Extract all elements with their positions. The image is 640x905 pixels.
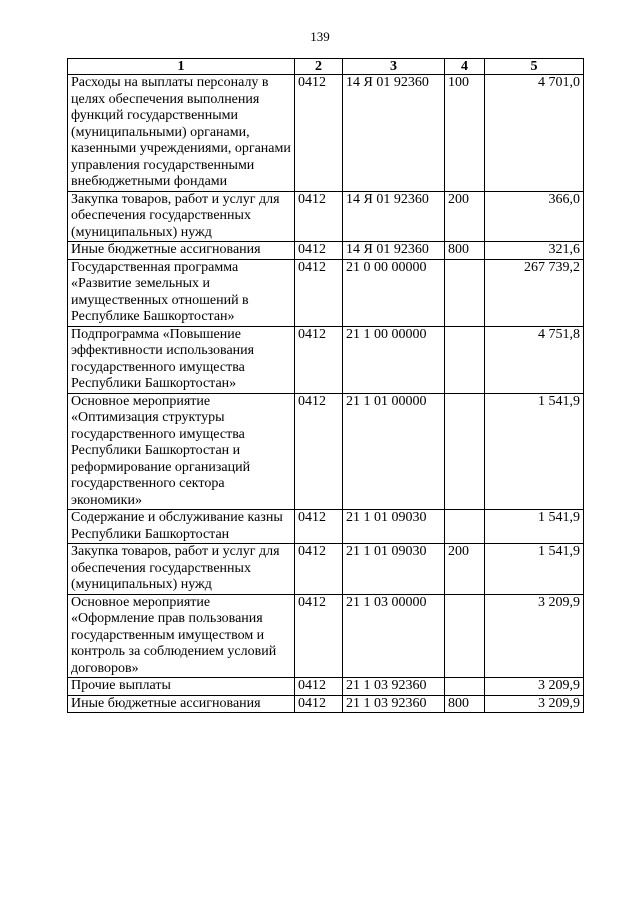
table-row [68,678,584,696]
row-csr: 21 1 03 00000 [343,594,445,678]
row-name: Иные бюджетные ассигнования [68,695,295,713]
row-name: Основное мероприятие «Оформление прав пользования государственным имуществом и контроль за соблюдением условий договоров» [68,594,295,678]
row-csr: 21 1 03 92360 [343,678,445,696]
table-row [68,191,584,242]
table-row [68,259,584,326]
row-csr: 21 1 00 00000 [343,326,445,393]
row-vr: 200 [445,544,485,595]
row-csr: 21 1 01 09030 [343,510,445,544]
row-csr: 21 1 01 09030 [343,544,445,595]
row-code: 0412 [295,191,343,242]
table-row [68,393,584,510]
row-amount: 3 209,9 [485,678,584,696]
row-vr [445,326,485,393]
row-vr: 800 [445,242,485,260]
row-amount: 3 209,9 [485,695,584,713]
row-csr: 14 Я 01 92360 [343,242,445,260]
row-code: 0412 [295,544,343,595]
row-name: Закупка товаров, работ и услуг для обеспечения государственных (муниципальных) нужд [68,544,295,595]
row-csr: 14 Я 01 92360 [343,75,445,192]
row-vr: 100 [445,75,485,192]
table-row [68,510,584,544]
row-code: 0412 [295,393,343,510]
row-name: Подпрограмма «Повышение эффективности использования государственного имущества Республики Башкортостан» [68,326,295,393]
row-name: Расходы на выплаты персоналу в целях обеспечения выполнения функций государственными (муниципальными) органами, казенными учреждениями, органами управления государственными внебюджетными фондами [68,75,295,192]
row-amount: 321,6 [485,242,584,260]
row-vr [445,510,485,544]
row-name: Содержание и обслуживание казны Республики Башкортостан [68,510,295,544]
column-header: 1 [68,59,295,75]
row-name: Основное мероприятие «Оптимизация структуры государственного имущества Республики Башкортостан и реформирование организаций государственного сектора экономики» [68,393,295,510]
row-vr [445,393,485,510]
row-csr: 21 1 03 92360 [343,695,445,713]
row-vr [445,594,485,678]
row-csr: 14 Я 01 92360 [343,191,445,242]
table-row [68,594,584,678]
row-amount: 1 541,9 [485,544,584,595]
row-amount: 267 739,2 [485,259,584,326]
row-csr: 21 0 00 00000 [343,259,445,326]
column-header: 2 [295,59,343,75]
table-header-row [68,59,584,75]
budget-table [67,58,584,713]
row-csr: 21 1 01 00000 [343,393,445,510]
row-amount: 1 541,9 [485,510,584,544]
table-row [68,544,584,595]
row-name: Закупка товаров, работ и услуг для обеспечения государственных (муниципальных) нужд [68,191,295,242]
row-name: Государственная программа «Развитие земельных и имущественных отношений в Республике Башкортостан» [68,259,295,326]
table-row [68,695,584,713]
column-header: 4 [445,59,485,75]
row-code: 0412 [295,594,343,678]
row-code: 0412 [295,326,343,393]
row-vr: 200 [445,191,485,242]
row-amount: 3 209,9 [485,594,584,678]
table-row [68,242,584,260]
row-code: 0412 [295,259,343,326]
table-row [68,75,584,192]
row-code: 0412 [295,678,343,696]
row-code: 0412 [295,695,343,713]
row-code: 0412 [295,510,343,544]
row-amount: 4 751,8 [485,326,584,393]
row-vr: 800 [445,695,485,713]
row-name: Иные бюджетные ассигнования [68,242,295,260]
page-number: 139 [310,29,330,44]
row-vr [445,259,485,326]
row-code: 0412 [295,75,343,192]
row-amount: 366,0 [485,191,584,242]
column-header: 3 [343,59,445,75]
row-vr [445,678,485,696]
column-header: 5 [485,59,584,75]
row-amount: 4 701,0 [485,75,584,192]
row-amount: 1 541,9 [485,393,584,510]
table-row [68,326,584,393]
row-code: 0412 [295,242,343,260]
row-name: Прочие выплаты [68,678,295,696]
